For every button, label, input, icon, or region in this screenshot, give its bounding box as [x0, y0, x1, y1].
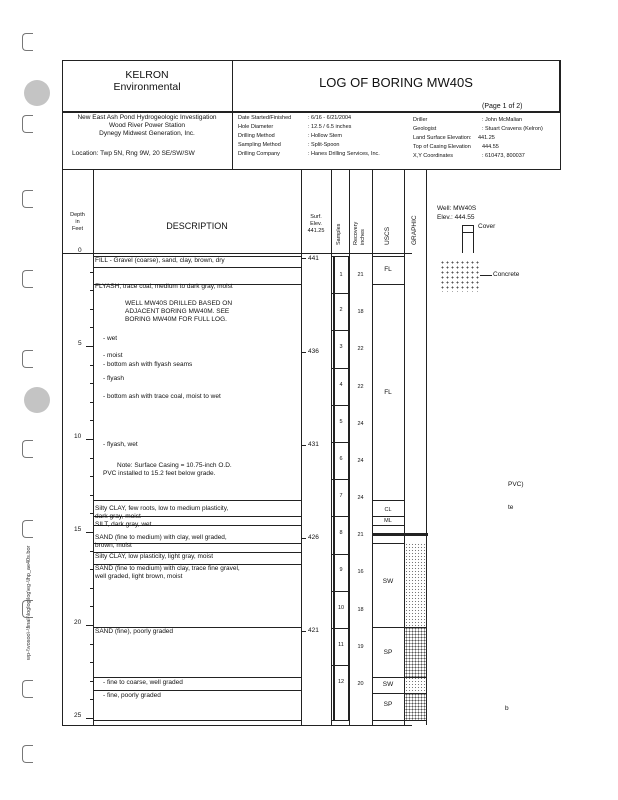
drill-label: Hole Diameter: [238, 124, 274, 130]
binder-mark: [22, 270, 33, 288]
depth-label: 0: [78, 247, 82, 254]
layer-sand: SAND (fine), poorly graded: [95, 628, 174, 635]
layer-note: - fine to coarse, well graded: [103, 679, 183, 686]
crew-value: : 610473, 800037: [482, 153, 525, 159]
depth-label: 20: [74, 619, 82, 626]
note-text: WELL MW40S DRILLED BASED ON: [125, 300, 233, 307]
depth-header: Depth: [70, 212, 85, 218]
layer-note: - flyash: [103, 375, 124, 382]
layer-note: - wet: [103, 335, 118, 342]
sample-recovery: 20: [357, 681, 364, 687]
graphic-sw: [405, 677, 426, 693]
layer-fill: FILL - Gravel (coarse), sand, clay, brown, dry: [95, 257, 225, 264]
layer-sand: SAND (fine to medium) with clay, well graded,: [95, 534, 227, 541]
page-number: (Page 1 of 2): [482, 103, 523, 110]
layer-note: - bottom ash with trace coal, moist to wet: [103, 393, 221, 400]
uscs-code: SP: [383, 701, 393, 708]
drill-label: Drilling Method: [238, 133, 275, 139]
graphic-header: GRAPHIC: [411, 215, 418, 245]
samples-header: Samples: [336, 223, 342, 245]
sample-number: 7: [339, 493, 343, 499]
sample-number: 9: [339, 567, 343, 573]
depth-label: 15: [74, 526, 82, 533]
elevation-label: 436: [308, 348, 319, 355]
drill-value: : Split-Spoon: [308, 142, 340, 148]
depth-header: in: [75, 219, 80, 225]
well-concrete: [440, 260, 480, 292]
well-cover: [462, 225, 474, 233]
crew-label: Geologist: [413, 126, 437, 132]
layer-flyash: FLYASH, trace coal, medium to dark gray, moist: [95, 283, 233, 290]
pvc-label: PVC): [508, 481, 524, 488]
sample-number: 3: [339, 344, 343, 350]
crew-label: Driller: [413, 117, 428, 123]
uscs-code: FL: [384, 266, 392, 273]
crew-label: X,Y Coordinates: [413, 153, 453, 159]
layer-note: - moist: [103, 352, 123, 359]
elevation-label: 431: [308, 441, 319, 448]
note-text: BORING MW40M FOR FULL LOG.: [125, 316, 227, 323]
layer-note: - bottom ash with flyash seams: [103, 361, 193, 368]
depth-header: Feet: [71, 226, 83, 232]
sample-recovery: 19: [357, 644, 364, 650]
sample-number: 1: [339, 272, 343, 278]
crew-value: : Stuart Cravens (Kelron): [482, 126, 543, 132]
sample-recovery: 18: [357, 607, 364, 613]
elevation-label: 441: [308, 255, 319, 262]
project-name: New East Ash Pond Hydrogeologic Investigation: [77, 114, 217, 121]
sample-recovery: 22: [357, 384, 364, 390]
binder-mark: [22, 680, 33, 698]
sample-number: 5: [339, 419, 343, 425]
te-label: te: [508, 504, 514, 511]
layer-silty-clay: Silty CLAY, low plasticity, light gray, moist: [95, 553, 214, 560]
casing-note: PVC installed to 15.2 feet below grade.: [103, 470, 216, 477]
elevation-label: 426: [308, 534, 319, 541]
casing-note: Note: Surface Casing = 10.75-inch O.D.: [117, 462, 232, 469]
sample-recovery: 21: [357, 532, 364, 538]
sample-recovery: 22: [357, 346, 364, 352]
drill-label: Date Started/Finished: [238, 115, 292, 121]
depth-label: 10: [74, 433, 82, 440]
binder-mark: [22, 440, 33, 458]
uscs-code: CL: [384, 507, 392, 513]
sample-recovery: 21: [357, 272, 364, 278]
sample-recovery: 18: [357, 309, 364, 315]
crew-value: 441.25: [478, 135, 495, 141]
depth-label: 25: [74, 712, 82, 719]
binder-mark: [22, 745, 33, 763]
binder-mark: [22, 115, 33, 133]
description-header: DESCRIPTION: [166, 221, 228, 231]
sample-number: 6: [339, 456, 343, 462]
layer-sand: brown, moist: [95, 542, 132, 549]
note-text: ADJACENT BORING MW40M. SEE: [125, 308, 230, 315]
layer-note: - flyash, wet: [103, 441, 138, 448]
drill-label: Sampling Method: [238, 142, 281, 148]
uscs-code: SW: [382, 578, 394, 585]
well-cover-label: Cover: [478, 223, 496, 230]
company-subtitle: Environmental: [113, 81, 181, 93]
recovery-header: Recovery: [353, 221, 359, 245]
uscs-code: SW: [382, 681, 394, 688]
graphic-sw: [405, 543, 426, 627]
project-location: Location: Twp 5N, Rng 9W, 20 SE/SW/SW: [72, 150, 195, 157]
binder-mark: [22, 520, 33, 538]
crew-value: 444.55: [482, 144, 499, 150]
uscs-code: ML: [384, 518, 392, 524]
uscs-header: USCS: [384, 226, 391, 245]
well-elevation: Elev.: 444.55: [437, 214, 475, 221]
uscs-code: SP: [383, 649, 393, 656]
elevation-label: 421: [308, 627, 319, 634]
layer-silt: SILT, dark gray, wet: [95, 521, 152, 528]
elevation-header: Surf.: [310, 214, 322, 220]
sample-recovery: 24: [357, 495, 364, 501]
elevation-header: 441.25: [307, 228, 325, 234]
project-site: Wood River Power Station: [108, 122, 186, 129]
layer-sand: SAND (fine to medium) with clay, trace fine gravel,: [95, 565, 240, 572]
drill-value: : 12.5 / 6.5 inches: [308, 124, 352, 130]
file-path-text: wp-\\vosoo\-\final-\loglog\log\eg-\lhp_ae40s.bor: [26, 545, 32, 660]
sample-number: 4: [339, 382, 343, 388]
well-id: Well: MW40S: [437, 205, 477, 212]
layer-silty-clay: Silty CLAY, few roots, low to medium plasticity,: [95, 505, 229, 512]
crew-value: : John McMalian: [482, 117, 523, 123]
layer-sand: well graded, light brown, moist: [95, 573, 183, 580]
binder-mark: [22, 33, 33, 51]
company-name: KELRON: [125, 69, 169, 81]
layer-silty-clay: dark gray, moist: [95, 513, 141, 520]
layer-note: - fine, poorly graded: [103, 692, 161, 699]
graphic-sp: [405, 627, 426, 677]
crew-label: Top of Casing Elevation: [413, 144, 471, 150]
project-client: Dynegy Midwest Generation, Inc.: [99, 130, 195, 137]
b-label: b: [505, 705, 509, 712]
drill-value: : Hanes Drilling Services, Inc.: [308, 151, 380, 157]
sample-number: 10: [337, 605, 345, 611]
sample-recovery: 24: [357, 421, 364, 427]
sample-number: 2: [339, 307, 343, 313]
crew-label: Land Surface Elevation:: [413, 135, 472, 141]
binder-mark: [22, 350, 33, 368]
sample-number: 8: [339, 530, 343, 536]
drill-value: : Hollow Stem: [308, 133, 342, 139]
page-title: LOG OF BORING MW40S: [319, 75, 473, 90]
concrete-label: Concrete: [493, 271, 520, 278]
elevation-header: Elev.: [310, 221, 322, 227]
sample-recovery: 16: [357, 569, 364, 575]
drill-value: : 6/16 - 6/21/2004: [308, 115, 352, 121]
sample-recovery: 24: [357, 458, 364, 464]
punch-hole: [24, 387, 50, 413]
uscs-code: FL: [384, 389, 392, 396]
sample-number: 11: [338, 642, 344, 648]
drill-label: Drilling Company: [238, 151, 280, 157]
recovery-header: inches: [360, 229, 366, 245]
depth-label: 5: [78, 340, 82, 347]
sample-number: 12: [337, 679, 345, 685]
binder-mark: [22, 190, 33, 208]
graphic-sp: [405, 693, 426, 720]
punch-hole: [24, 80, 50, 106]
